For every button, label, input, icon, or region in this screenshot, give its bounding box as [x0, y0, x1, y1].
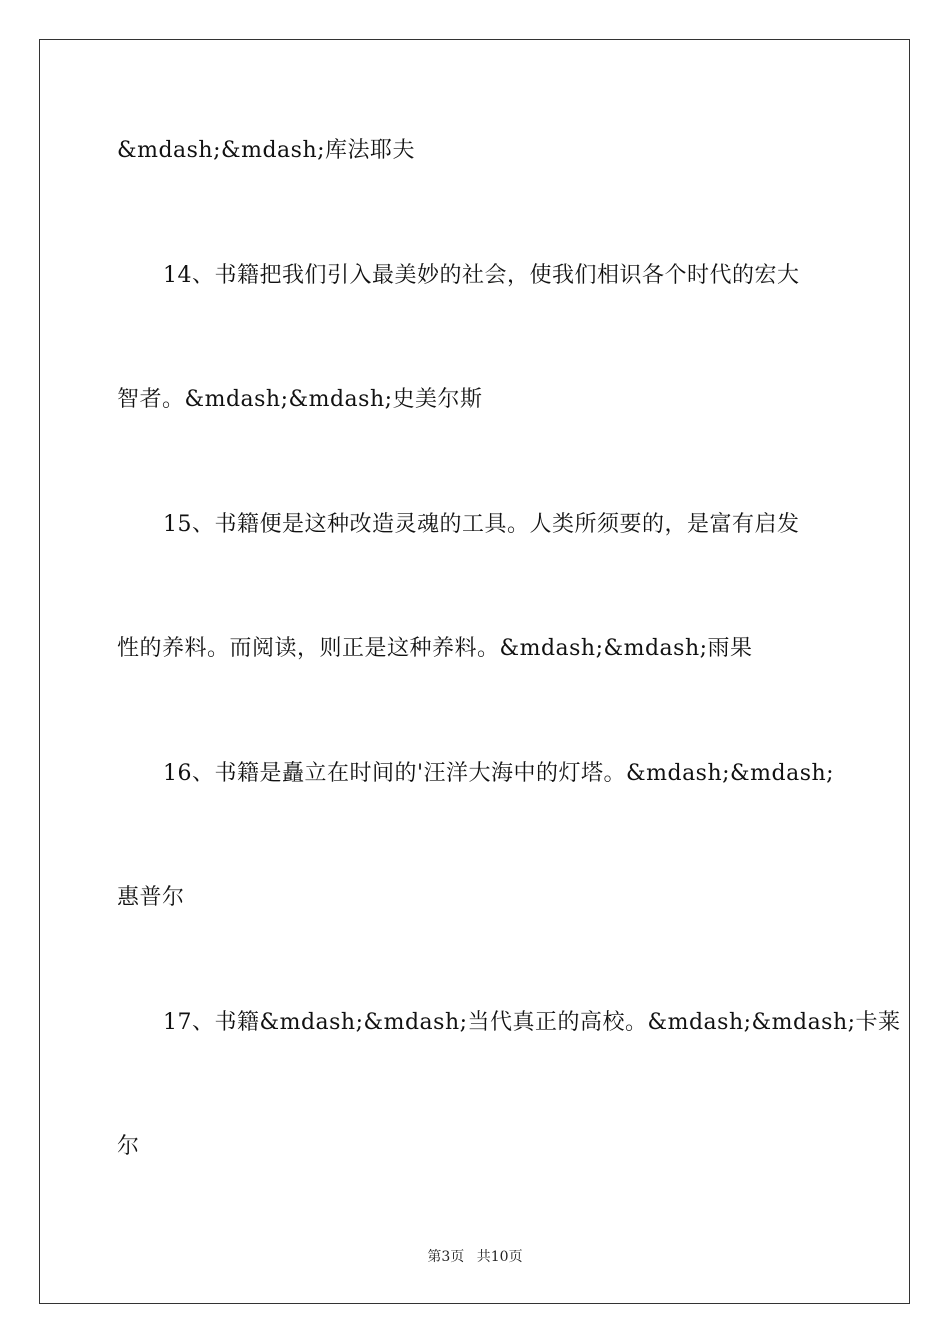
- text-line-2: 14、书籍把我们引入最美妙的社会，使我们相识各个时代的宏大: [163, 263, 800, 288]
- page-border: [39, 39, 910, 1304]
- text-line-6: 16、书籍是矗立在时间的'汪洋大海中的灯塔。&mdash;&mdash;: [163, 761, 835, 786]
- text-line-7: 惠普尔: [117, 885, 185, 910]
- page-number-total: 共10页: [476, 1249, 523, 1265]
- text-line-8: 17、书籍&mdash;&mdash;当代真正的高校。&mdash;&mdash;卡莱: [163, 1010, 901, 1035]
- text-line-1: &mdash;&mdash;库法耶夫: [117, 138, 416, 163]
- text-line-9: 尔: [117, 1134, 140, 1159]
- text-line-3: 智者。&mdash;&mdash;史美尔斯: [117, 387, 483, 412]
- page-number-current: 第3页: [427, 1249, 465, 1265]
- text-line-5: 性的养料。而阅读，则正是这种养料。&mdash;&mdash;雨果: [117, 636, 753, 661]
- page-footer: [0, 1247, 950, 1267]
- text-line-4: 15、书籍便是这种改造灵魂的工具。人类所须要的，是富有启发: [163, 512, 800, 537]
